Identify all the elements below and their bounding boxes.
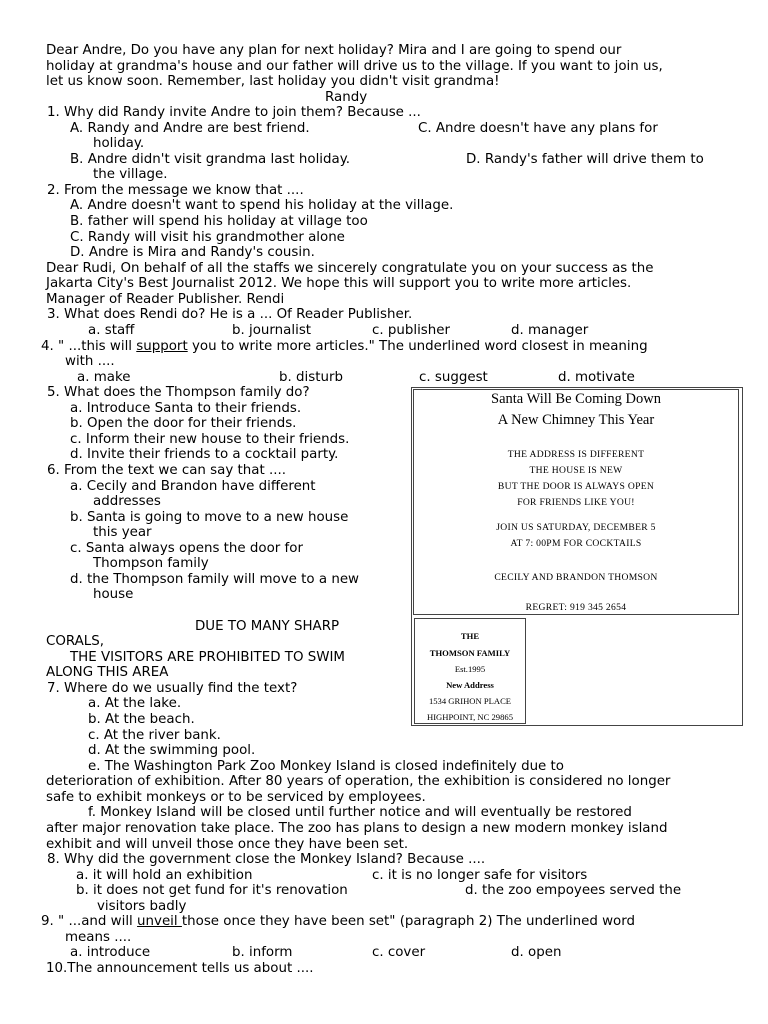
question-10: 10.The announcement tells us about .... (46, 961, 314, 976)
option-cont: visitors badly (97, 899, 187, 914)
option: a. it will hold an exhibition (76, 868, 253, 883)
option: B. father will spend his holiday at village too (70, 214, 368, 229)
option: d. open (511, 945, 562, 960)
option: a. Cecily and Brandon have different (70, 479, 316, 494)
option: b. it does not get fund for it's renovation (76, 883, 348, 898)
question-9: 9. " ...and will unveil those once they have been set" (paragraph 2) The underlined word (41, 914, 636, 929)
zoo-text: exhibit and will unveil those once they have been set. (46, 837, 409, 852)
sign-text: DUE TO MANY SHARP (195, 619, 340, 634)
option: d. motivate (558, 370, 635, 385)
option: A. Randy and Andre are best friend. (70, 121, 310, 136)
option: c. cover (372, 945, 426, 960)
invitation-line: BUT THE DOOR IS ALWAYS OPEN (497, 481, 655, 492)
question-7: 7. Where do we usually find the text? (47, 681, 298, 696)
question-6: 6. From the text we can say that .... (47, 463, 286, 478)
option: b. Santa is going to move to a new house (70, 510, 349, 525)
option: b. disturb (279, 370, 343, 385)
letter-line: let us know soon. Remember, last holiday you didn't visit grandma! (46, 74, 500, 89)
option: a. At the lake. (88, 696, 182, 711)
zoo-text: safe to exhibit monkeys or to be serviced by employees. (46, 790, 426, 805)
option: c. publisher (372, 323, 451, 338)
question-3: 3. What does Rendi do? He is a ... Of Reader Publisher. (47, 307, 413, 322)
zoo-text: f. Monkey Island will be closed until further notice and will eventually be restored (88, 805, 632, 820)
option: b. journalist (232, 323, 312, 338)
option: b. At the beach. (88, 712, 195, 727)
option: C. Andre doesn't have any plans for (418, 121, 658, 136)
option-cont: holiday. (93, 136, 145, 151)
option: c. Inform their new house to their friends. (70, 432, 350, 447)
question-5: 5. What does the Thompson family do? (47, 385, 310, 400)
option: D. Randy's father will drive them to (466, 152, 704, 167)
letter-signature: Randy (325, 90, 368, 105)
option: c. Santa always opens the door for (70, 541, 303, 556)
invitation-line: THE HOUSE IS NEW (529, 465, 623, 476)
option: d. the Thompson family will move to a new (70, 572, 360, 587)
option: b. Open the door for their friends. (70, 416, 297, 431)
message-line: Dear Rudi, On behalf of all the staffs we sincerely congratulate you on your success as the (46, 261, 654, 276)
option: d. At the swimming pool. (88, 743, 256, 758)
option: d. the zoo empoyees served the (465, 883, 682, 898)
question-cont: means .... (65, 930, 132, 945)
option: e. The Washington Park Zoo Monkey Island is closed indefinitely due to (88, 759, 564, 774)
option: C. Randy will visit his grandmother alone (70, 230, 345, 245)
invitation-subtitle: A New Chimney This Year (497, 412, 655, 428)
option-cont: the village. (93, 167, 168, 182)
invitation-line: FOR FRIENDS LIKE YOU! (517, 497, 635, 508)
address-card-est: Est.1995 (454, 664, 486, 674)
invitation-line: JOIN US SATURDAY, DECEMBER 5 (496, 522, 656, 533)
option: a. introduce (70, 945, 151, 960)
sign-text: THE VISITORS ARE PROHIBITED TO SWIM (70, 650, 345, 665)
sign-text: CORALS, (46, 634, 105, 649)
address-card-line: THE (460, 631, 480, 641)
invitation-box (413, 389, 739, 615)
address-card (414, 618, 526, 724)
option: D. Andre is Mira and Randy's cousin. (70, 245, 315, 260)
message-line: Manager of Reader Publisher. Rendi (46, 292, 285, 307)
address-card-street: 1534 GRIHON PLACE (428, 696, 512, 706)
option-cont: addresses (93, 494, 161, 509)
option: a. staff (88, 323, 135, 338)
question-2: 2. From the message we know that .... (47, 183, 304, 198)
question-cont: with .... (65, 354, 115, 369)
invitation-line: AT 7: 00PM FOR COCKTAILS (510, 538, 642, 549)
invitation-hosts: CECILY AND BRANDON THOMSON (494, 572, 658, 583)
option: B. Andre didn't visit grandma last holiday. (70, 152, 351, 167)
letter-line: Dear Andre, Do you have any plan for next holiday? Mira and I are going to spend our (46, 43, 622, 58)
question-4: 4. " ...this will support you to write more articles." The underlined word closest in meaning (41, 339, 648, 354)
option: b. inform (232, 945, 293, 960)
option: a. make (77, 370, 131, 385)
underlined-word: support (136, 339, 188, 354)
invitation-regret: REGRET: 919 345 2654 (525, 602, 627, 613)
address-card-family: THOMSON FAMILY (429, 648, 511, 658)
option-cont: Thompson family (93, 556, 209, 571)
underlined-word: unveil (137, 914, 182, 929)
option: d. manager (511, 323, 589, 338)
option: c. At the river bank. (88, 728, 221, 743)
zoo-text: after major renovation take place. The zoo has plans to design a new modern monkey island (46, 821, 668, 836)
invitation-title: Santa Will Be Coming Down (491, 391, 661, 407)
option: A. Andre doesn't want to spend his holiday at the village. (70, 198, 454, 213)
address-card-heading: New Address (446, 680, 494, 690)
question-1: 1. Why did Randy invite Andre to join them? Because ... (47, 105, 421, 120)
question-8: 8. Why did the government close the Monkey Island? Because .... (47, 852, 486, 867)
zoo-text: deterioration of exhibition. After 80 years of operation, the exhibition is considered no longer (46, 774, 671, 789)
option: c. suggest (419, 370, 488, 385)
letter-line: holiday at grandma's house and our father will drive us to the village. If you want to join us, (46, 59, 663, 74)
option: d. Invite their friends to a cocktail party. (70, 447, 339, 462)
message-line: Jakarta City's Best Journalist 2012. We hope this will support you to write more articles. (46, 276, 632, 291)
address-card-city: HIGHPOINT, NC 29865 (426, 712, 513, 722)
option: c. it is no longer safe for visitors (372, 868, 588, 883)
option-cont: house (93, 587, 134, 602)
invitation-line: THE ADDRESS IS DIFFERENT (507, 449, 645, 460)
option: a. Introduce Santa to their friends. (70, 401, 302, 416)
option-cont: this year (93, 525, 152, 540)
sign-text: ALONG THIS AREA (46, 665, 169, 680)
